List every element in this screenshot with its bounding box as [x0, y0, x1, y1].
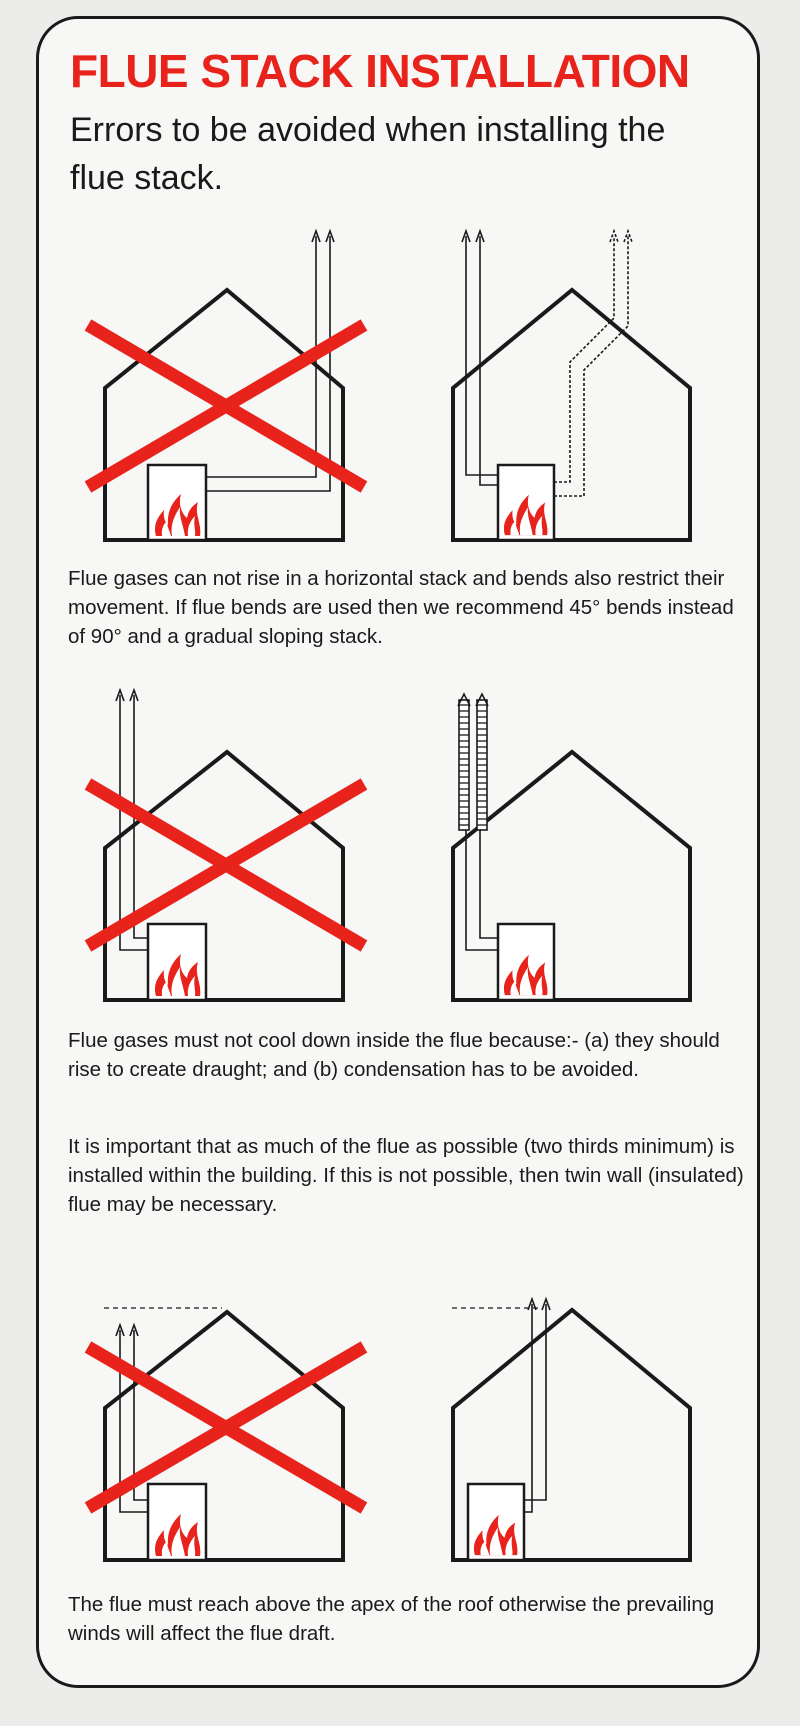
section-insulation-text: Flue gases must not cool down inside the flue because:- (a) they should rise to create draught; and (b) condensation has to be avoided. [68, 1029, 720, 1081]
diagram-insulation-wrong [88, 690, 364, 1000]
diagram-bends-right [453, 231, 690, 540]
cross-icon [88, 325, 364, 487]
house-icon [105, 752, 343, 1000]
page-subtitle: Errors to be avoided when installing the flue stack. [70, 111, 666, 197]
section-height-text: The flue must reach above the apex of the roof otherwise the prevailing winds will affect the flue draft. [68, 1593, 715, 1645]
diagram-height-right [452, 1299, 690, 1560]
section-bends-text: Flue gases can not rise in a horizontal stack and bends also restrict their movement. If flue bends are used then we recommend 45° bends instead of 90° and a gradual sloping stack. [68, 567, 734, 648]
flue-pipe-icon [524, 1299, 550, 1512]
flue-pipe-icon [462, 231, 498, 485]
cross-icon [88, 784, 364, 946]
section-insulation-text-2: It is important that as much of the flue as possible (two thirds minimum) is installed within the building. If this is not possible, then twin wall (insulated) flue may be necessary. [68, 1135, 744, 1216]
diagram-height-wrong [88, 1308, 364, 1560]
page-title: FLUE STACK INSTALLATION [70, 45, 690, 97]
house-icon [105, 290, 343, 540]
flue-pipe-icon [466, 830, 498, 950]
flue-pipe-alternative [554, 231, 632, 496]
house-icon [453, 752, 690, 1000]
house-icon [453, 290, 690, 540]
diagram-bends-wrong [88, 231, 364, 540]
cross-icon [88, 1347, 364, 1508]
twin-wall-flue [458, 694, 488, 830]
diagram-insulation-right [453, 694, 690, 1000]
